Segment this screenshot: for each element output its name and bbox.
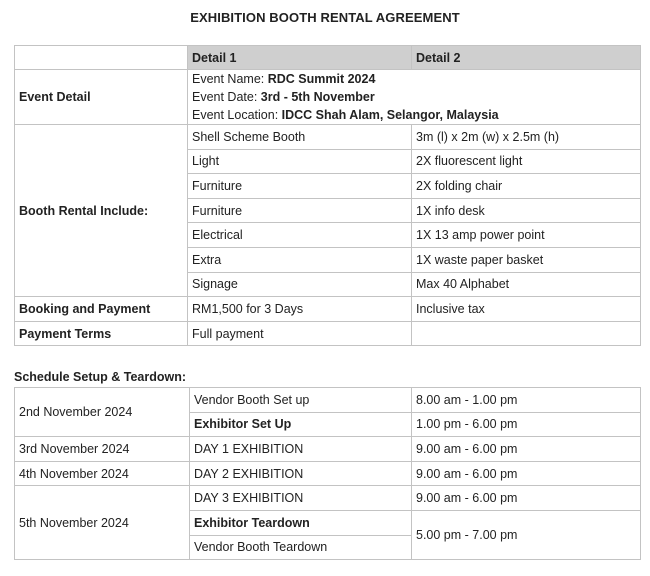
payment-terms-row bbox=[15, 321, 641, 346]
schedule-date: 2nd November 2024 bbox=[15, 388, 190, 437]
payment-terms-detail-1: Full payment bbox=[188, 321, 412, 346]
schedule-activity: DAY 2 EXHIBITION bbox=[190, 461, 412, 486]
booth-item-detail: 2X fluorescent light bbox=[412, 149, 641, 174]
booking-detail-1: RM1,500 for 3 Days bbox=[188, 297, 412, 322]
schedule-date: 4th November 2024 bbox=[15, 461, 190, 486]
table-row bbox=[15, 486, 641, 511]
event-location-line bbox=[192, 106, 636, 124]
table-header-row bbox=[15, 46, 641, 70]
booth-item-detail: 1X 13 amp power point bbox=[412, 223, 641, 248]
event-date-value: 3rd - 5th November bbox=[260, 90, 375, 104]
schedule-time: 8.00 am - 1.00 pm bbox=[412, 388, 641, 413]
booth-item-detail: 3m (l) x 2m (w) x 2.5m (h) bbox=[412, 125, 641, 150]
schedule-activity: Vendor Booth Set up bbox=[190, 388, 412, 413]
booth-item: Furniture bbox=[188, 174, 412, 199]
schedule-date: 3rd November 2024 bbox=[15, 437, 190, 462]
payment-terms-detail-2 bbox=[412, 321, 641, 346]
schedule-activity: Vendor Booth Teardown bbox=[190, 535, 412, 560]
event-detail-label: Event Detail bbox=[15, 70, 188, 125]
booking-label: Booking and Payment bbox=[15, 297, 188, 322]
booth-item: Shell Scheme Booth bbox=[188, 125, 412, 150]
schedule-time: 9.00 am - 6.00 pm bbox=[412, 486, 641, 511]
booth-item-detail: 2X folding chair bbox=[412, 174, 641, 199]
schedule-time: 9.00 am - 6.00 pm bbox=[412, 461, 641, 486]
schedule-time: 1.00 pm - 6.00 pm bbox=[412, 412, 641, 437]
table-row bbox=[15, 437, 641, 462]
rental-table bbox=[14, 45, 641, 346]
booth-item: Electrical bbox=[188, 223, 412, 248]
event-location-prefix: Event Location: bbox=[192, 108, 282, 122]
booth-item: Furniture bbox=[188, 198, 412, 223]
schedule-time: 5.00 pm - 7.00 pm bbox=[412, 510, 641, 559]
event-date-prefix: Event Date: bbox=[192, 90, 261, 104]
booth-item-detail: Max 40 Alphabet bbox=[412, 272, 641, 297]
schedule-activity: Exhibitor Teardown bbox=[190, 510, 412, 535]
table-row bbox=[15, 461, 641, 486]
payment-terms-label: Payment Terms bbox=[15, 321, 188, 346]
event-name-prefix: Event Name: bbox=[192, 72, 268, 86]
event-location-value: IDCC Shah Alam, Selangor, Malaysia bbox=[281, 108, 499, 122]
schedule-activity: Exhibitor Set Up bbox=[190, 412, 412, 437]
header-cell-detail-2: Detail 2 bbox=[412, 46, 641, 70]
booth-rental-label: Booth Rental Include: bbox=[15, 125, 188, 297]
schedule-activity: DAY 1 EXHIBITION bbox=[190, 437, 412, 462]
event-detail-cell bbox=[188, 70, 641, 125]
page-title: EXHIBITION BOOTH RENTAL AGREEMENT bbox=[190, 10, 460, 25]
booking-row bbox=[15, 297, 641, 322]
schedule-date: 5th November 2024 bbox=[15, 486, 190, 560]
event-date-line bbox=[192, 88, 636, 106]
booth-item: Extra bbox=[188, 247, 412, 272]
header-cell-detail-1: Detail 1 bbox=[188, 46, 412, 70]
schedule-time: 9.00 am - 6.00 pm bbox=[412, 437, 641, 462]
schedule-heading: Schedule Setup & Teardown: bbox=[14, 370, 187, 384]
booking-detail-2: Inclusive tax bbox=[412, 297, 641, 322]
table-row bbox=[15, 388, 641, 413]
schedule-activity: DAY 3 EXHIBITION bbox=[190, 486, 412, 511]
booth-item: Light bbox=[188, 149, 412, 174]
booth-item-detail: 1X waste paper basket bbox=[412, 247, 641, 272]
header-cell-blank bbox=[15, 46, 188, 70]
event-name-line bbox=[192, 70, 636, 88]
event-name-value: RDC Summit 2024 bbox=[267, 72, 376, 86]
booth-item: Signage bbox=[188, 272, 412, 297]
schedule-table bbox=[14, 387, 641, 560]
table-row bbox=[15, 125, 641, 150]
event-detail-row bbox=[15, 70, 641, 125]
booth-item-detail: 1X info desk bbox=[412, 198, 641, 223]
